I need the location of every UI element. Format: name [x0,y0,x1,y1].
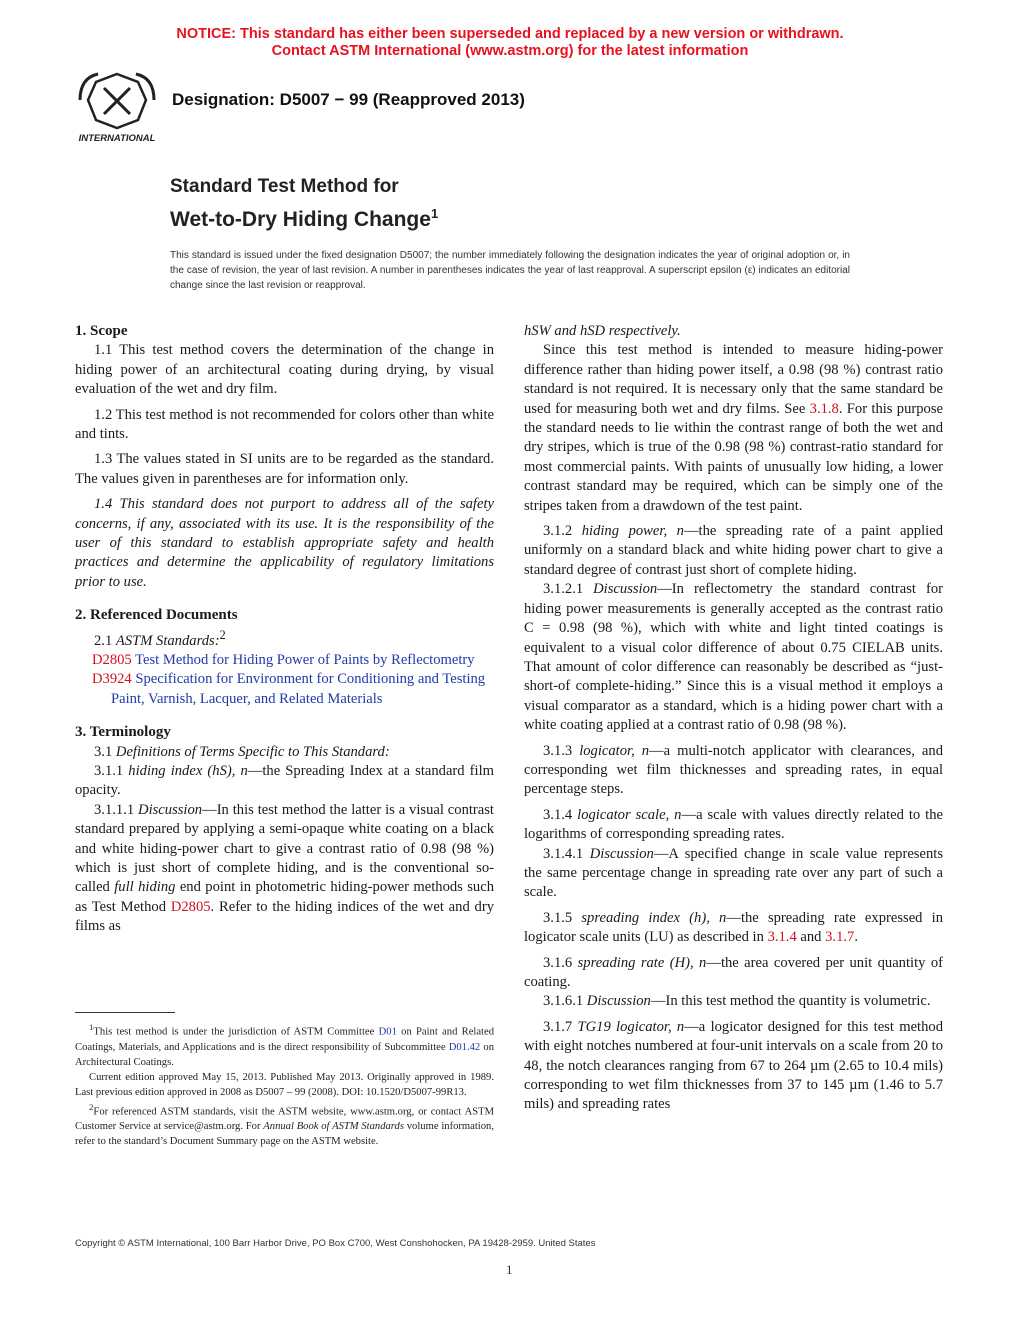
para-3-1-4 [524,806,943,845]
footnote-1-edition: Current edition approved May 15, 2013. Published May 2013. Originally approved in 1989. Last previous edition approved in 2008 as D5007 – 99 (2008). DOI: 10.1520/D5007-99R13. [75,1071,494,1098]
ref-d2805-title[interactable]: Test Method for Hiding Power of Paints by Reflectometry [131,651,475,668]
continuation-line [524,322,943,341]
ref-d2805-code[interactable]: D2805 [92,651,132,668]
footnote-1-c: on Architectural Coatings. [75,1041,494,1068]
para-3-1-6-1-num: 3.1.6.1 [543,993,584,1010]
para-3-1-4-term: logicator scale, n [577,806,682,823]
title-line-2 [170,199,438,235]
footnote-1-a: This test method is under the jurisdiction of ASTM Committee [93,1026,379,1038]
para-3-1-1-1-term: Discussion [138,801,203,818]
para-3-1-2-term: hiding power, n [581,523,684,540]
para-3-1-1-num: 3.1.1 [94,762,124,779]
para-since-b: . For this purpose the standard needs to lie within the contrast range of both the wet and dry stripes, which is true of the 0.98 (98 %) contrast-ratio standard for most commercial paints. With paints of unusually low hiding, a lower contrast standard may be required, which can be simply one of the stripes taken from a drawdown of the test paint. [524,400,944,514]
para-3-1-5-num: 3.1.5 [543,909,573,926]
para-3-1-4-text: —a scale with values directly related to the logarithms of corresponding spreading rates. [524,806,943,843]
para-3-1-1-1-num: 3.1.1.1 [94,801,135,818]
para-3-1-2-1 [524,580,943,735]
para-3-1-6-1-term: Discussion [586,993,651,1010]
para-3-1-6-1 [524,992,943,1011]
ref-d3924-title[interactable]: Specification for Environment for Conditioning and Testing Paint, Varnish, Lacquer, and Related Materials [111,671,486,707]
para-3-1-7-term: TG19 logicator, n [577,1018,685,1035]
para-3-1-1-1-a: —In this test method the latter is a visual contrast standard prepared by applying a semi-opaque white coating on a black and white hiding-power chart to give a contrast ratio of 0.98 (98 %) which is just short of complete hiding, and is the conventional so-called [75,801,494,896]
para-3-1-6-1-text: —In this test method the quantity is volumetric. [650,993,931,1010]
para-3-1-1-term: hiding index (hS), n [128,762,248,779]
astm-logo-icon [74,70,160,144]
para-3-1-1-1 [75,801,494,937]
footnote-2-a: For referenced ASTM standards, visit the ASTM website, www.astm.org, or contact ASTM Customer Service at service@astm.org. For [75,1106,494,1133]
footnote-1-b: on Paint and Related Coatings, Materials, and Applications and is the direct responsibility of Subcommittee [75,1026,494,1053]
notice-line-2: Contact ASTM International (www.astm.org) for the latest information [271,43,749,59]
ref-d3924-code[interactable]: D3924 [92,671,132,688]
footnote-2-mark: 2 [89,1101,94,1112]
para-since [524,341,943,516]
para-2-1-num: 2.1 [94,632,113,649]
logo-text: INTERNATIONAL [78,133,156,144]
continuation-text: hSW and hSD respectively. [524,323,681,339]
para-since-ref-link[interactable]: 3.1.8 [809,400,839,417]
notice-line-1: NOTICE: This standard has either been superseded and replaced by a new version or withdrawn. [176,26,844,42]
title-line-1: Standard Test Method for [170,176,399,197]
para-3-1-6-text: —the area covered per unit quantity of coating. [524,954,943,990]
footnote-2 [75,1100,494,1150]
para-2-1-sup: 2 [219,627,226,642]
right-column [524,322,943,1115]
ref-d3924[interactable] [78,670,494,709]
para-3-1-4-1-num: 3.1.4.1 [543,845,584,862]
para-3-1-5-end: . [854,929,858,946]
para-3-1-3-term: logicator, n [579,742,650,759]
para-3-1-6 [524,954,943,993]
para-3-1-4-1-term: Discussion [589,845,654,862]
para-since-a: Since this test method is intended to measure hiding-power difference rather than hiding power itself, a 0.98 (98 %) contrast ratio standard is not required. It is necessary only that the same standard be used for measuring both wet and dry films. See [524,342,943,417]
para-3-1-5 [524,909,943,948]
para-2-1-text: ASTM Standards: [115,632,220,649]
refdocs-heading: 2. Referenced Documents [75,607,238,624]
para-3-1-1-text: —the Spreading Index at a standard film opacity. [75,762,495,799]
para-3-1-2 [524,522,943,580]
footnote-1 [75,1020,494,1070]
issued-note: This standard is issued under the fixed designation D5007; the number immediately following the designation indicates the year of original adoption or, in the case of revision, the year of last revision. A number in parentheses indicates the year of last reapproval. A superscript epsilon (ε) indicates an editorial change since the last revision or reapproval. [170,250,850,291]
para-3-1-2-text: —the spreading rate of a paint applied uniformly on a standard black and white hiding power chart to give a standard degree of contrast just short of complete hiding. [524,523,943,578]
para-3-1-1-1-b: end point in photometric hiding-power methods such as Test Method [75,879,495,915]
para-1-4 [75,495,494,592]
astm-logo [74,70,160,144]
para-3-1-4-1-text: —A specified change in scale value represents the same percentage change in spreading rate over any part of such a scale. [524,845,943,901]
para-3-1-5-text: —the spreading rate expressed in logicator scale units (LU) as described in [524,909,944,946]
para-3-1-3-num: 3.1.3 [543,742,573,759]
footnote-1-mark: 1 [89,1022,94,1032]
para-3-1-6-term: spreading rate (H), n [577,954,707,971]
withdrawal-notice [0,26,1020,60]
ref-d2805[interactable] [78,651,494,670]
para-3-1-7-text: —a logicator designed for this test method with eight notches numbered at four-unit intervals on a scale from 20 to 48, the notch clearances ranging from 67 to 264 µm (2.65 to 10.4 mils) corresponding to wet film thicknesses from 37 to 145 µm (1.46 to 5.7 mils) and spreading rates [524,1018,943,1113]
title-footnote-mark: 1 [430,206,439,221]
footnote-2-b: volume information, refer to the standard’s Document Summary page on the ASTM website. [75,1121,494,1148]
para-1-4-text: 1.4 This standard does not purport to address all of the safety concerns, if any, associated with its use. It is the responsibility of the user of this standard to establish appropriate safety and health practices and determine the applicability of regulatory limitations prior to use. [75,496,494,590]
para-3-1-num: 3.1 [94,743,113,760]
para-3-1-1-1-em: full hiding [114,879,176,896]
para-3-1-2-num: 3.1.2 [543,523,573,540]
scope-heading: 1. Scope [75,323,128,339]
para-3-1-5-and: and [796,929,826,946]
para-3-1-1-1-c: . Refer to the hiding indices of the wet and dry films as [75,898,495,935]
footnote-rule [75,1012,175,1013]
para-3-1-2-1-num: 3.1.2.1 [543,581,584,598]
para-3-1-3 [524,742,943,800]
footnote-2-em: Annual Book of ASTM Standards [263,1121,404,1133]
para-3-1-5-ref-1[interactable]: 3.1.4 [767,929,797,946]
copyright-footer: Copyright © ASTM International, 100 Barr Harbor Drive, PO Box C700, West Conshohocken, PA 19428-2959. United States [75,1238,596,1249]
title-line-2-text: Wet-to-Dry Hiding Change [170,208,431,231]
footnote-1-ref-d0142[interactable]: D01.42 [448,1041,481,1053]
document-title [170,175,438,235]
para-3-1-1-1-ref-link[interactable]: D2805 [170,898,211,915]
para-3-1-4-1 [524,845,943,903]
para-3-1-7-num: 3.1.7 [543,1018,573,1035]
left-column [75,322,494,937]
footnote-1-ref-d01[interactable]: D01 [378,1026,397,1038]
para-3-1-6-num: 3.1.6 [543,954,573,971]
para-3-1-2-1-text: —In reflectometry the standard contrast for hiding power measurements is generally accepted as the contrast ratio C = 0.98 (98 %), which with white and light tinted coatings is equivalent to a visual color difference of about 0.75 CIELAB units. That amount of color difference can reasonably be described as “just-short-of complete-hiding.” Since this is a visual method it employs a visual comparator as a standard, which is a hiding power chart with a white coating applied at a contrast ratio of 0.98 (98 %). [524,581,943,734]
para-1-3: 1.3 The values stated in SI units are to be regarded as the standard. The values given in parentheses are for information only. [75,451,494,487]
para-3-1-1 [75,762,494,801]
para-3-1-7 [524,1018,943,1115]
para-3-1-2-1-term: Discussion [593,581,658,598]
para-3-1-3-text: —a multi-notch applicator with clearances, and corresponding wet film thicknesses and spreading rates, in equal percentage steps. [524,742,943,798]
terminology-heading: 3. Terminology [75,724,171,741]
para-3-1-4-num: 3.1.4 [543,806,573,823]
footnotes [75,1020,494,1149]
para-3-1-5-term: spreading index (h), n [581,909,727,926]
para-3-1-text: Definitions of Terms Specific to This Standard: [115,743,390,760]
para-2-1 [75,626,494,651]
para-3-1-5-ref-2[interactable]: 3.1.7 [825,929,855,946]
page-number: 1 [506,1262,513,1277]
para-1-1: 1.1 This test method covers the determination of the change in hiding power of an architectural coating during drying, by visual evaluation of the wet and dry film. [75,342,494,398]
designation: Designation: D5007 − 99 (Reapproved 2013) [172,90,525,109]
para-3-1 [75,743,494,762]
para-1-2: 1.2 This test method is not recommended for colors other than white and tints. [75,406,494,443]
